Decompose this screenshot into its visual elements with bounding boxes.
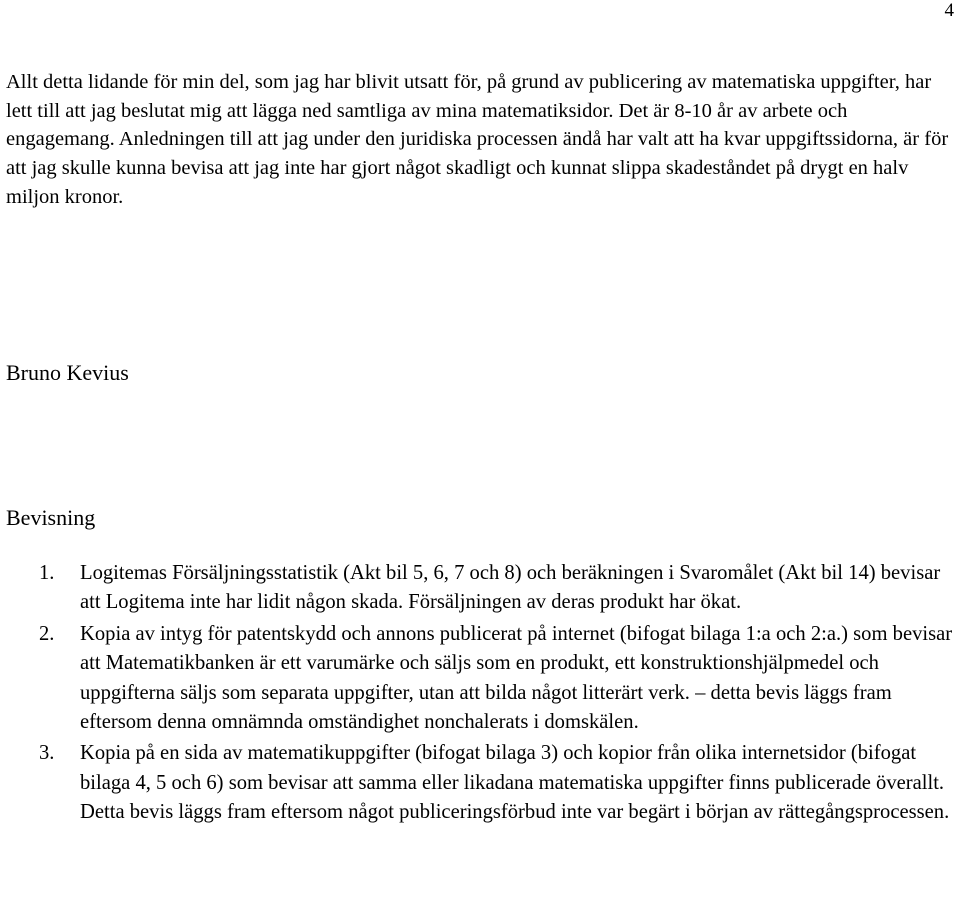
body-paragraph: Allt detta lidande för min del, som jag har blivit utsatt för, på grund av publicering av matematiska uppgifter, har lett till att jag beslutat mig att lägga ned samtliga av mina matematiksidor. Det är 8-10 år av arbete och engagemang. Anledningen till att jag under den juridiska processen ändå har valt att ha kvar uppgiftssidorna, är för att jag skulle kunna bevisa att jag inte har gjort något skadligt och kunnat slippa skadeståndet på drygt en halv miljon kronor. (6, 71, 949, 208)
signature-name: Bruno Kevius (6, 360, 129, 385)
page-number: 4 (944, 0, 954, 21)
evidence-item-1 (0, 559, 960, 618)
evidence-item-number: 1. (39, 562, 55, 584)
evidence-item-2 (0, 620, 960, 738)
evidence-item-text: Kopia på en sida av matematikuppgifter (bifogat bilaga 3) och kopior från olika internetsidor (bifogat bilaga 4, 5 och 6) som bevisar att samma eller likadana matematiska uppgifter finns publicerade överallt. Detta bevis läggs fram eftersom något publiceringsförbud inte var begärt i början av rättegångsprocessen. (80, 742, 950, 824)
evidence-item-3 (0, 739, 960, 827)
evidence-item-number: 2. (39, 622, 55, 645)
evidence-item-number: 3. (39, 742, 55, 765)
evidence-item-text: Logitemas Försäljningsstatistik (Akt bil 5, 6, 7 och 8) och beräkningen i Svaromålet (Akt bil 14) bevisar att Logitema inte har lidit någon skada. Försäljningen av deras produkt har ökat. (80, 562, 941, 614)
evidence-list (0, 559, 960, 830)
evidence-heading: Bevisning (6, 505, 96, 530)
evidence-item-text: Kopia av intyg för patentskydd och annons publicerat på internet (bifogat bilaga 1:a och 2:a.) som bevisar att Matematikbanken är ett varumärke och säljs som en produkt, ett konstruktionshjälpmedel och uppgifterna säljs som separata uppgifter, utan att bilda något litterärt verk. – detta bevis läggs fram eftersom denna omnämnda omständighet nonchalerats i domskälen. (80, 622, 953, 734)
